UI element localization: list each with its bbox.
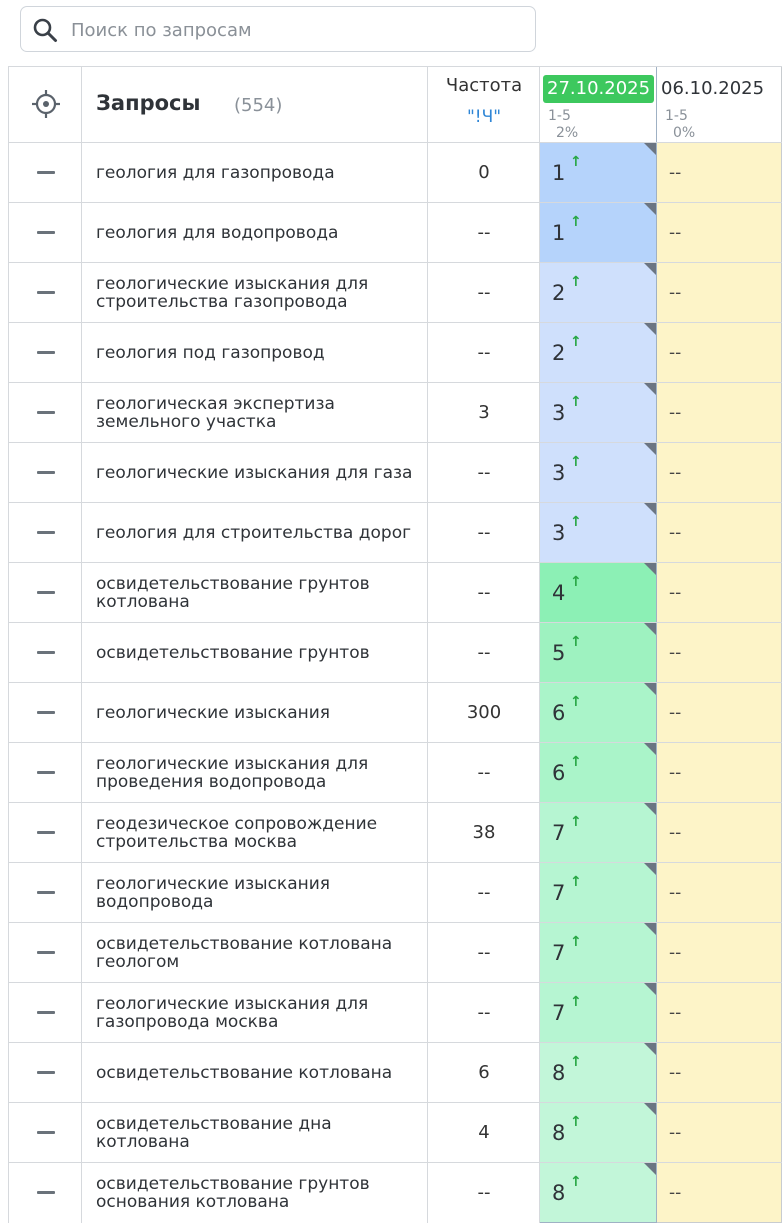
position-cell[interactable]	[540, 743, 657, 803]
minus-icon[interactable]	[37, 771, 55, 774]
previous-position-value: --	[669, 1003, 682, 1023]
frequency-value: --	[477, 282, 491, 303]
query-text: освидетельствование грунтов основания котлована	[96, 1174, 370, 1212]
previous-position-value: --	[669, 823, 682, 843]
query-text: освидетельствование котлована	[96, 1063, 393, 1083]
trend-up-icon: ↑	[570, 574, 582, 590]
position-value: 8	[552, 1121, 566, 1145]
previous-position-cell[interactable]	[657, 983, 782, 1043]
row-toggle-cell[interactable]	[8, 743, 82, 803]
previous-position-cell[interactable]	[657, 563, 782, 623]
table-row[interactable]	[8, 142, 782, 203]
frequency-cell	[428, 983, 540, 1043]
position-value: 3	[552, 401, 566, 425]
query-text: геология для газопровода	[96, 163, 335, 183]
previous-position-cell[interactable]	[657, 863, 782, 923]
previous-position-cell[interactable]	[657, 1043, 782, 1103]
position-value: 2	[552, 281, 566, 305]
query-text: геологические изыскания для газопровода москва	[96, 994, 369, 1032]
table-row[interactable]	[8, 262, 782, 323]
date-column-header-active[interactable]	[540, 67, 657, 143]
table-row[interactable]	[8, 1042, 782, 1103]
position-value: 1	[552, 221, 566, 245]
frequency-value: --	[477, 642, 491, 663]
previous-position-cell[interactable]	[657, 203, 782, 263]
previous-position-cell[interactable]	[657, 503, 782, 563]
position-cell[interactable]	[540, 1163, 657, 1223]
row-toggle-cell[interactable]	[8, 143, 82, 203]
frequency-value: --	[477, 522, 491, 543]
minus-icon[interactable]	[37, 711, 55, 714]
query-text: геологические изыскания для проведения водопровода	[96, 754, 369, 792]
corner-marker-icon	[644, 143, 656, 155]
position-value: 5	[552, 641, 566, 665]
position-value: 8	[552, 1181, 566, 1205]
position-cell[interactable]	[540, 203, 657, 263]
row-toggle-cell[interactable]	[8, 323, 82, 383]
trend-up-icon: ↑	[570, 154, 582, 170]
trend-up-icon: ↑	[570, 394, 582, 410]
crosshair-icon[interactable]	[31, 89, 61, 119]
minus-icon[interactable]	[37, 231, 55, 234]
previous-position-value: --	[669, 163, 682, 183]
previous-position-value: --	[669, 523, 682, 543]
previous-position-value: --	[669, 1123, 682, 1143]
position-cell[interactable]	[540, 623, 657, 683]
previous-position-value: --	[669, 343, 682, 363]
previous-position-value: --	[669, 943, 682, 963]
row-toggle-cell[interactable]	[8, 383, 82, 443]
minus-icon[interactable]	[37, 351, 55, 354]
corner-marker-icon	[644, 1043, 656, 1055]
position-value: 4	[552, 581, 566, 605]
corner-marker-icon	[644, 1103, 656, 1115]
position-cell[interactable]	[540, 503, 657, 563]
query-cell[interactable]	[82, 503, 428, 563]
query-text: геологические изыскания водопровода	[96, 874, 330, 912]
table-row[interactable]	[8, 862, 782, 923]
trend-up-icon: ↑	[570, 454, 582, 470]
position-value: 8	[552, 1061, 566, 1085]
date-column-header[interactable]	[657, 67, 782, 143]
frequency-value: 3	[478, 402, 490, 423]
date-badge[interactable]: 27.10.2025	[543, 75, 654, 103]
frequency-value: --	[477, 342, 491, 363]
trend-up-icon: ↑	[570, 694, 582, 710]
query-cell[interactable]	[82, 1103, 428, 1163]
minus-icon[interactable]	[37, 531, 55, 534]
position-cell[interactable]	[540, 1103, 657, 1163]
query-cell[interactable]	[82, 383, 428, 443]
position-cell[interactable]	[540, 983, 657, 1043]
search-input[interactable]	[69, 15, 523, 45]
row-toggle-cell[interactable]	[8, 1163, 82, 1223]
frequency-value: 300	[466, 702, 502, 723]
trend-up-icon: ↑	[570, 994, 582, 1010]
corner-marker-icon	[644, 743, 656, 755]
row-toggle-cell[interactable]	[8, 1103, 82, 1163]
frequency-mode-link[interactable]: "!Ч"	[466, 107, 502, 127]
minus-icon[interactable]	[37, 171, 55, 174]
frequency-value: --	[477, 1182, 491, 1203]
position-value: 7	[552, 881, 566, 905]
query-cell[interactable]	[82, 803, 428, 863]
position-cell[interactable]	[540, 863, 657, 923]
table-row[interactable]	[8, 802, 782, 863]
frequency-column-header[interactable]	[428, 67, 540, 143]
table-header	[8, 66, 782, 143]
corner-marker-icon	[644, 983, 656, 995]
trend-up-icon: ↑	[570, 814, 582, 830]
minus-icon[interactable]	[37, 411, 55, 414]
query-cell[interactable]	[82, 203, 428, 263]
position-value: 3	[552, 461, 566, 485]
date-range: 1-5	[665, 108, 688, 124]
previous-position-cell[interactable]	[657, 923, 782, 983]
frequency-cell	[428, 563, 540, 623]
trend-up-icon: ↑	[570, 1174, 582, 1190]
table-row[interactable]	[8, 202, 782, 263]
frequency-value: 0	[478, 162, 490, 183]
query-cell[interactable]	[82, 1163, 428, 1223]
position-cell[interactable]	[540, 1043, 657, 1103]
query-cell[interactable]	[82, 743, 428, 803]
query-text: геологическая экспертиза земельного участка	[96, 394, 335, 432]
query-text: геологические изыскания	[96, 703, 330, 723]
row-toggle-cell[interactable]	[8, 683, 82, 743]
frequency-cell	[428, 383, 540, 443]
frequency-value: --	[477, 882, 491, 903]
query-text: геология для строительства дорог	[96, 523, 412, 543]
query-text: геология под газопровод	[96, 343, 325, 363]
date-label[interactable]: 06.10.2025	[661, 78, 765, 99]
table-row[interactable]	[8, 322, 782, 383]
date-percent: 0%	[673, 125, 696, 141]
row-toggle-cell[interactable]	[8, 803, 82, 863]
position-value: 7	[552, 1001, 566, 1025]
query-cell[interactable]	[82, 443, 428, 503]
trend-up-icon: ↑	[570, 1114, 582, 1130]
minus-icon[interactable]	[37, 1011, 55, 1014]
position-cell[interactable]	[540, 803, 657, 863]
previous-position-value: --	[669, 763, 682, 783]
corner-marker-icon	[644, 1163, 656, 1175]
date-percent: 2%	[556, 125, 579, 141]
frequency-cell	[428, 143, 540, 203]
minus-icon[interactable]	[37, 891, 55, 894]
trend-up-icon: ↑	[570, 334, 582, 350]
date-range: 1-5	[548, 108, 571, 124]
table-row[interactable]	[8, 502, 782, 563]
position-cell[interactable]	[540, 563, 657, 623]
trend-up-icon: ↑	[570, 274, 582, 290]
position-cell[interactable]	[540, 443, 657, 503]
previous-position-cell[interactable]	[657, 1163, 782, 1223]
query-cell[interactable]	[82, 143, 428, 203]
corner-marker-icon	[644, 623, 656, 635]
frequency-cell	[428, 803, 540, 863]
previous-position-value: --	[669, 1063, 682, 1083]
trend-up-icon: ↑	[570, 634, 582, 650]
previous-position-cell[interactable]	[657, 623, 782, 683]
row-toggle-cell[interactable]	[8, 983, 82, 1043]
row-toggle-cell[interactable]	[8, 503, 82, 563]
previous-position-value: --	[669, 403, 682, 423]
corner-marker-icon	[644, 563, 656, 575]
column-title: Запросы	[96, 91, 201, 115]
position-cell[interactable]	[540, 383, 657, 443]
search-icon	[32, 17, 58, 43]
previous-position-cell[interactable]	[657, 383, 782, 443]
frequency-cell	[428, 1163, 540, 1223]
position-value: 1	[552, 161, 566, 185]
corner-marker-icon	[644, 203, 656, 215]
corner-marker-icon	[644, 923, 656, 935]
minus-icon[interactable]	[37, 951, 55, 954]
query-cell[interactable]	[82, 983, 428, 1043]
table-row[interactable]	[8, 442, 782, 503]
query-cell[interactable]	[82, 623, 428, 683]
frequency-cell	[428, 323, 540, 383]
frequency-value: --	[477, 1002, 491, 1023]
frequency-value: --	[477, 462, 491, 483]
query-text: геологические изыскания для газа	[96, 463, 413, 483]
row-toggle-cell[interactable]	[8, 203, 82, 263]
position-value: 6	[552, 761, 566, 785]
frequency-cell	[428, 443, 540, 503]
minus-icon[interactable]	[37, 1131, 55, 1134]
frequency-value: --	[477, 582, 491, 603]
position-value: 7	[552, 821, 566, 845]
corner-marker-icon	[644, 323, 656, 335]
query-text: освидетельствование дна котлована	[96, 1114, 332, 1152]
minus-icon[interactable]	[37, 831, 55, 834]
table-row[interactable]	[8, 622, 782, 683]
queries-count: (554)	[234, 95, 283, 116]
position-cell[interactable]	[540, 143, 657, 203]
query-text: освидетельствование грунтов котлована	[96, 574, 370, 612]
row-toggle-cell[interactable]	[8, 923, 82, 983]
table-row[interactable]	[8, 382, 782, 443]
query-cell[interactable]	[82, 923, 428, 983]
minus-icon[interactable]	[37, 591, 55, 594]
frequency-cell	[428, 203, 540, 263]
trend-up-icon: ↑	[570, 874, 582, 890]
corner-marker-icon	[644, 863, 656, 875]
frequency-cell	[428, 503, 540, 563]
corner-marker-icon	[644, 803, 656, 815]
query-cell[interactable]	[82, 683, 428, 743]
row-toggle-cell[interactable]	[8, 623, 82, 683]
frequency-cell	[428, 623, 540, 683]
query-text: геологические изыскания для строительства газопровода	[96, 274, 369, 312]
frequency-cell	[428, 1103, 540, 1163]
table-row[interactable]	[8, 742, 782, 803]
trend-up-icon: ↑	[570, 1054, 582, 1070]
search-box[interactable]	[20, 6, 536, 52]
query-text: освидетельствование грунтов	[96, 643, 370, 663]
query-text: геология для водопровода	[96, 223, 339, 243]
queries-table	[8, 66, 782, 1228]
query-cell[interactable]	[82, 863, 428, 923]
frequency-cell	[428, 263, 540, 323]
frequency-cell	[428, 1043, 540, 1103]
previous-position-cell[interactable]	[657, 683, 782, 743]
previous-position-value: --	[669, 703, 682, 723]
minus-icon[interactable]	[37, 291, 55, 294]
table-row[interactable]	[8, 1102, 782, 1163]
previous-position-cell[interactable]	[657, 143, 782, 203]
row-toggle-cell[interactable]	[8, 263, 82, 323]
frequency-value: --	[477, 762, 491, 783]
corner-marker-icon	[644, 383, 656, 395]
previous-position-cell[interactable]	[657, 803, 782, 863]
previous-position-cell[interactable]	[657, 323, 782, 383]
table-row[interactable]	[8, 922, 782, 983]
trend-up-icon: ↑	[570, 934, 582, 950]
position-cell[interactable]	[540, 263, 657, 323]
frequency-value: 4	[478, 1122, 490, 1143]
position-value: 2	[552, 341, 566, 365]
corner-marker-icon	[644, 683, 656, 695]
previous-position-value: --	[669, 223, 682, 243]
previous-position-value: --	[669, 883, 682, 903]
table-row[interactable]	[8, 982, 782, 1043]
previous-position-value: --	[669, 463, 682, 483]
position-cell[interactable]	[540, 923, 657, 983]
row-toggle-cell[interactable]	[8, 563, 82, 623]
query-text: освидетельствование котлована геологом	[96, 934, 393, 972]
frequency-value: --	[477, 942, 491, 963]
minus-icon[interactable]	[37, 1191, 55, 1194]
query-text: геодезическое сопровождение строительства москва	[96, 814, 378, 852]
previous-position-cell[interactable]	[657, 1103, 782, 1163]
previous-position-value: --	[669, 583, 682, 603]
trend-up-icon: ↑	[570, 514, 582, 530]
select-all-cell[interactable]	[8, 67, 82, 143]
corner-marker-icon	[644, 263, 656, 275]
previous-position-cell[interactable]	[657, 263, 782, 323]
position-value: 7	[552, 941, 566, 965]
minus-icon[interactable]	[37, 651, 55, 654]
frequency-value: 6	[478, 1062, 490, 1083]
frequency-cell	[428, 923, 540, 983]
position-value: 3	[552, 521, 566, 545]
table-row[interactable]	[8, 1162, 782, 1223]
position-cell[interactable]	[540, 683, 657, 743]
previous-position-value: --	[669, 283, 682, 303]
trend-up-icon: ↑	[570, 754, 582, 770]
row-toggle-cell[interactable]	[8, 1043, 82, 1103]
query-cell[interactable]	[82, 563, 428, 623]
frequency-label: Частота	[445, 75, 523, 96]
frequency-cell	[428, 743, 540, 803]
minus-icon[interactable]	[37, 1071, 55, 1074]
row-toggle-cell[interactable]	[8, 443, 82, 503]
row-toggle-cell[interactable]	[8, 863, 82, 923]
previous-position-value: --	[669, 643, 682, 663]
previous-position-cell[interactable]	[657, 743, 782, 803]
minus-icon[interactable]	[37, 471, 55, 474]
table-row[interactable]	[8, 682, 782, 743]
corner-marker-icon	[644, 503, 656, 515]
previous-position-cell[interactable]	[657, 443, 782, 503]
table-row[interactable]	[8, 562, 782, 623]
trend-up-icon: ↑	[570, 214, 582, 230]
query-cell[interactable]	[82, 1043, 428, 1103]
queries-column-header[interactable]	[82, 67, 428, 143]
corner-marker-icon	[644, 443, 656, 455]
position-cell[interactable]	[540, 323, 657, 383]
query-cell[interactable]	[82, 323, 428, 383]
frequency-value: 38	[472, 822, 496, 843]
frequency-value: --	[477, 222, 491, 243]
query-cell[interactable]	[82, 263, 428, 323]
previous-position-value: --	[669, 1183, 682, 1203]
frequency-cell	[428, 683, 540, 743]
frequency-cell	[428, 863, 540, 923]
position-value: 6	[552, 701, 566, 725]
